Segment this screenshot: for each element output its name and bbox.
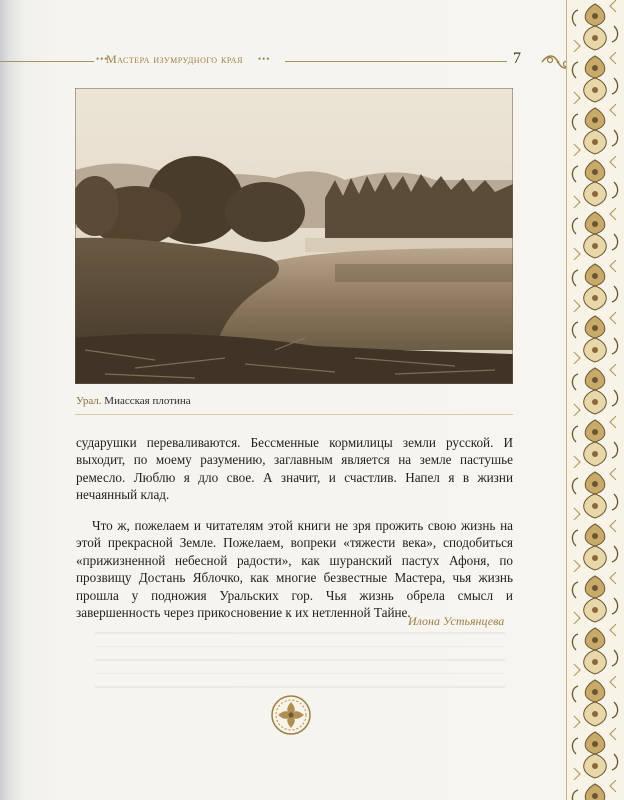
caption-title: Миасская плотина (104, 395, 191, 407)
page-number: 7 (513, 50, 521, 67)
emblem-ornament-icon (270, 694, 312, 736)
header-rule-left (0, 61, 94, 62)
header-dots-left: ••• (96, 54, 109, 64)
author-signature: Илона Устьянцева (408, 614, 505, 628)
decorative-border-ornament (566, 0, 624, 800)
running-title: Мастера изумрудного края (106, 52, 243, 66)
caption-rule (75, 414, 513, 415)
header-rule-right (285, 61, 507, 62)
lake-photo (75, 88, 513, 384)
body-paragraph: сударушки переваливаются. Бессменные кормилицы земли русской. И выходит, по моему разумению, заглавным является на земле пастушье ремесло. Люблю я дло свое. А значит, и счастлив. Напел я в жизни нечаянный клад. (76, 435, 513, 503)
photo-caption (76, 395, 191, 407)
bleed-through-text (95, 632, 505, 700)
body-paragraph: Что ж, пожелаем и читателям этой книги не зря прожить свою жизнь на этой прекрасной Земле. Пожелаем, вопреки «тяжести века», сподобиться «прижизненной небесной радости», как шуранский пастух Афоня, по прозвищу Достань Яблочко, как многие безвестные Мастера, чья жизнь прошла у подножия Уральских гор. Чья жизнь обрела смысл и завершенность через прикосновение к их нетленной Тайне. (76, 518, 513, 621)
header-dots-right: ••• (258, 54, 271, 64)
caption-place: Урал. (76, 395, 102, 407)
